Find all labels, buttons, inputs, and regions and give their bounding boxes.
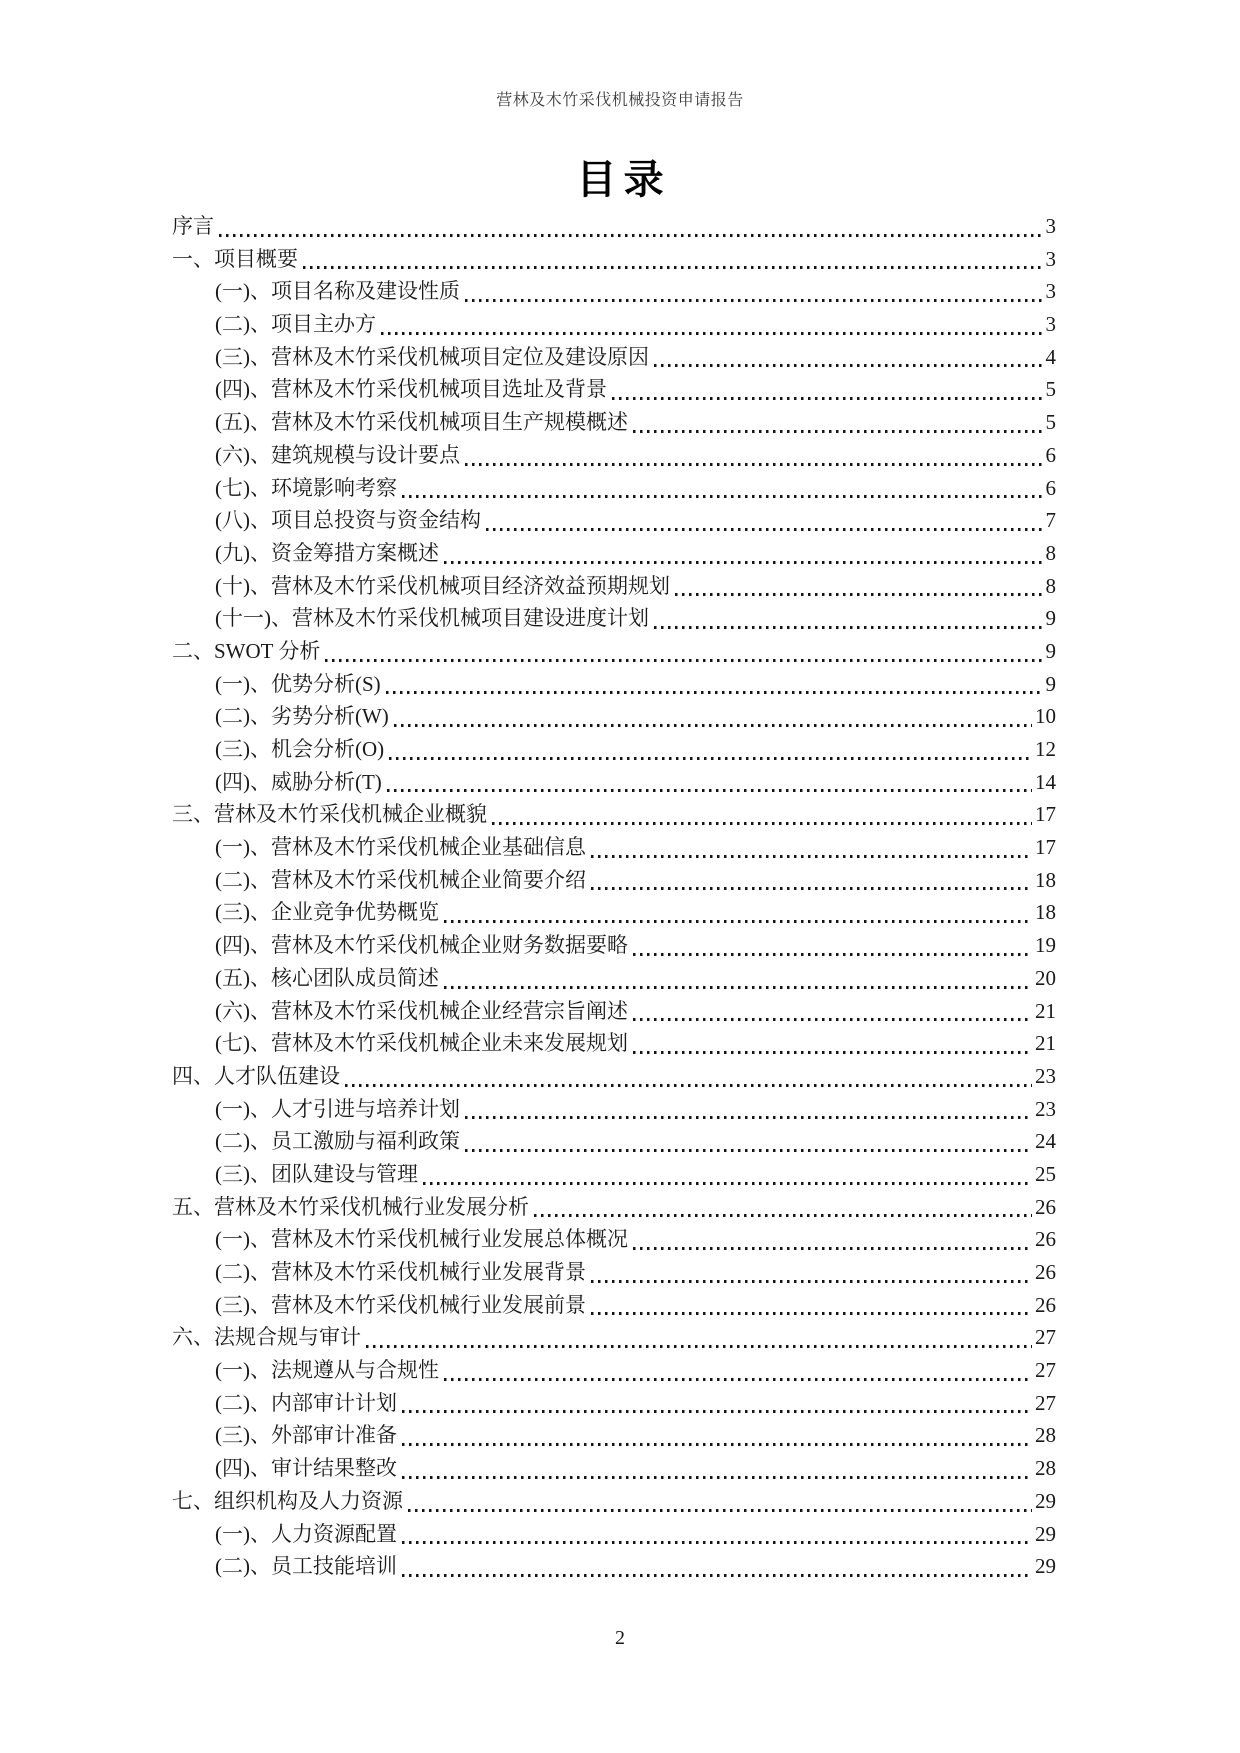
toc-dotted-leader bbox=[633, 953, 1032, 956]
toc-entry[interactable] bbox=[172, 570, 1056, 603]
toc-dotted-leader bbox=[465, 1149, 1032, 1152]
toc-entry[interactable] bbox=[172, 210, 1056, 243]
toc-entry[interactable] bbox=[172, 1387, 1056, 1420]
toc-dotted-leader bbox=[423, 1182, 1032, 1185]
toc-entry-page: 8 bbox=[1045, 573, 1056, 598]
footer-page-number: 2 bbox=[615, 1627, 625, 1649]
toc-dotted-leader bbox=[492, 822, 1032, 825]
toc-entry[interactable] bbox=[172, 896, 1056, 929]
toc-entry-label: (三)、外部审计准备 bbox=[215, 1423, 397, 1448]
toc-entry-label: (二)、员工技能培训 bbox=[215, 1554, 397, 1579]
toc-entry-label: 二、SWOT 分析 bbox=[172, 638, 321, 663]
toc-entry[interactable] bbox=[172, 1419, 1056, 1452]
toc-entry-label: (二)、劣势分析(W) bbox=[215, 704, 389, 729]
toc-dotted-leader bbox=[219, 234, 1043, 237]
toc-entry-page: 5 bbox=[1045, 377, 1056, 402]
toc-entry-page: 28 bbox=[1035, 1423, 1056, 1448]
toc-entry-label: (一)、营林及木竹采伐机械行业发展总体概况 bbox=[215, 1227, 628, 1252]
toc-entry-label: (三)、团队建设与管理 bbox=[215, 1161, 418, 1186]
toc-dotted-leader bbox=[612, 397, 1043, 400]
toc-entry-label: (三)、营林及木竹采伐机械行业发展前景 bbox=[215, 1292, 586, 1317]
toc-entry-label: (一)、优势分析(S) bbox=[215, 671, 381, 696]
toc-entry[interactable] bbox=[172, 341, 1056, 374]
toc-entry-label: 七、组织机构及人力资源 bbox=[172, 1488, 403, 1513]
toc-entry[interactable] bbox=[172, 766, 1056, 799]
toc-entry[interactable] bbox=[172, 439, 1056, 472]
toc-dotted-leader bbox=[591, 1280, 1032, 1283]
toc-entry[interactable] bbox=[172, 1550, 1056, 1583]
toc-dotted-leader bbox=[534, 1214, 1032, 1217]
toc-entry-page: 3 bbox=[1045, 246, 1056, 271]
toc-entry-label: 序言 bbox=[172, 214, 214, 238]
toc-dotted-leader bbox=[654, 626, 1043, 629]
toc-entry[interactable] bbox=[172, 275, 1056, 308]
toc-entry[interactable] bbox=[172, 864, 1056, 897]
toc-dotted-leader bbox=[303, 266, 1043, 269]
toc-dotted-leader bbox=[654, 364, 1043, 367]
toc-entry-label: (五)、核心团队成员简述 bbox=[215, 965, 439, 990]
toc-entry[interactable] bbox=[172, 1354, 1056, 1387]
toc-dotted-leader bbox=[444, 561, 1043, 564]
toc-dotted-leader bbox=[465, 463, 1043, 466]
toc-entry[interactable] bbox=[172, 668, 1056, 701]
toc-entry[interactable] bbox=[172, 1223, 1056, 1256]
toc-entry-page: 26 bbox=[1035, 1194, 1056, 1219]
toc-entry-label: (七)、营林及木竹采伐机械企业未来发展规划 bbox=[215, 1031, 628, 1056]
toc-dotted-leader bbox=[633, 1018, 1032, 1021]
toc-entry-label: (六)、营林及木竹采伐机械企业经营宗旨阐述 bbox=[215, 998, 628, 1023]
toc-entry-label: (一)、法规遵从与合规性 bbox=[215, 1358, 439, 1383]
toc-entry[interactable] bbox=[172, 1093, 1056, 1126]
toc-entry[interactable] bbox=[172, 929, 1056, 962]
toc-entry-page: 7 bbox=[1045, 508, 1056, 533]
toc-entry-label: (三)、机会分析(O) bbox=[215, 737, 385, 761]
toc-dotted-leader bbox=[591, 855, 1032, 858]
toc-entry-page: 29 bbox=[1035, 1554, 1056, 1579]
toc-entry-label: (二)、营林及木竹采伐机械行业发展背景 bbox=[215, 1260, 586, 1284]
toc-dotted-leader bbox=[633, 1247, 1032, 1250]
toc-entry-label: (十)、营林及木竹采伐机械项目经济效益预期规划 bbox=[215, 573, 670, 598]
toc-entry-label: (八)、项目总投资与资金结构 bbox=[215, 508, 481, 533]
toc-entry-page: 21 bbox=[1035, 1031, 1056, 1056]
toc-entry-page: 9 bbox=[1045, 638, 1056, 663]
toc-entry[interactable] bbox=[172, 962, 1056, 995]
toc-dotted-leader bbox=[345, 1084, 1032, 1087]
toc-entry-page: 19 bbox=[1035, 933, 1056, 958]
toc-entry-label: (二)、内部审计计划 bbox=[215, 1390, 397, 1415]
toc-entry[interactable] bbox=[172, 1191, 1056, 1224]
toc-entry[interactable] bbox=[172, 308, 1056, 341]
toc-entry[interactable] bbox=[172, 635, 1056, 668]
toc-dotted-leader bbox=[675, 593, 1043, 596]
toc-entry-label: (二)、项目主办方 bbox=[215, 312, 376, 337]
toc-entry-page: 9 bbox=[1045, 671, 1056, 696]
toc-entry-page: 26 bbox=[1035, 1227, 1056, 1252]
toc-dotted-leader bbox=[394, 724, 1032, 727]
toc-title: 目录 bbox=[576, 157, 671, 202]
toc-entry-label: 六、法规合规与审计 bbox=[172, 1325, 361, 1350]
toc-entry[interactable] bbox=[172, 537, 1056, 570]
toc-entry-page: 26 bbox=[1035, 1260, 1056, 1284]
toc-dotted-leader bbox=[486, 528, 1043, 531]
toc-entry-page: 26 bbox=[1035, 1292, 1056, 1317]
toc-entry-page: 18 bbox=[1035, 900, 1056, 925]
toc-entry-page: 29 bbox=[1035, 1521, 1056, 1546]
toc-entry[interactable] bbox=[172, 1125, 1056, 1158]
toc-dotted-leader bbox=[444, 920, 1032, 923]
toc-entry-page: 29 bbox=[1035, 1488, 1056, 1513]
toc-entry-page: 3 bbox=[1045, 279, 1056, 304]
toc-entry-label: 一、项目概要 bbox=[172, 246, 298, 271]
toc-entry[interactable] bbox=[172, 243, 1056, 276]
toc-entry-label: (三)、营林及木竹采伐机械项目定位及建设原因 bbox=[215, 344, 649, 369]
toc-entry[interactable] bbox=[172, 700, 1056, 733]
toc-entry-page: 23 bbox=[1035, 1096, 1056, 1121]
toc-entry-page: 27 bbox=[1035, 1325, 1056, 1350]
toc-entry-label: 三、营林及木竹采伐机械企业概貌 bbox=[172, 802, 487, 827]
toc-entry[interactable] bbox=[172, 1027, 1056, 1060]
toc-entry-page: 14 bbox=[1035, 769, 1056, 794]
toc-dotted-leader bbox=[591, 1312, 1032, 1315]
toc-entry-page: 5 bbox=[1045, 410, 1056, 435]
toc-entry-page: 25 bbox=[1035, 1161, 1056, 1186]
toc-entry-page: 28 bbox=[1035, 1456, 1056, 1481]
toc-dotted-leader bbox=[444, 1378, 1032, 1381]
toc-entry[interactable] bbox=[172, 504, 1056, 537]
toc-entry[interactable] bbox=[172, 831, 1056, 864]
toc-dotted-leader bbox=[389, 757, 1032, 760]
toc-dotted-leader bbox=[381, 332, 1043, 335]
toc-entry-page: 10 bbox=[1035, 704, 1056, 729]
toc-dotted-leader bbox=[402, 1410, 1032, 1413]
toc-entry-label: (十一)、营林及木竹采伐机械项目建设进度计划 bbox=[215, 606, 649, 631]
toc-entry-page: 4 bbox=[1045, 344, 1056, 369]
toc-entry[interactable] bbox=[172, 1452, 1056, 1485]
toc-dotted-leader bbox=[465, 1116, 1032, 1119]
toc-dotted-leader bbox=[408, 1509, 1032, 1512]
toc-entry[interactable] bbox=[172, 1060, 1056, 1093]
document-header-title: 营林及木竹采伐机械投资申请报告 bbox=[496, 92, 744, 109]
toc-entry-page: 21 bbox=[1035, 998, 1056, 1023]
toc-dotted-leader bbox=[387, 789, 1032, 792]
toc-dotted-leader bbox=[366, 1345, 1032, 1348]
toc-entry-page: 6 bbox=[1045, 475, 1056, 500]
toc-entry-page: 27 bbox=[1035, 1358, 1056, 1383]
toc-dotted-leader bbox=[325, 659, 1042, 662]
toc-entry-page: 17 bbox=[1035, 835, 1056, 860]
toc-entry-page: 6 bbox=[1045, 442, 1056, 467]
toc-entry[interactable] bbox=[172, 798, 1056, 831]
toc-entry-label: (二)、员工激励与福利政策 bbox=[215, 1129, 460, 1154]
toc-entry-label: 五、营林及木竹采伐机械行业发展分析 bbox=[172, 1194, 529, 1219]
toc-entry-page: 27 bbox=[1035, 1390, 1056, 1415]
toc-dotted-leader bbox=[591, 887, 1032, 890]
toc-entry[interactable] bbox=[172, 1518, 1056, 1551]
toc-dotted-leader bbox=[386, 691, 1043, 694]
toc-entry-label: (四)、营林及木竹采伐机械企业财务数据要略 bbox=[215, 933, 628, 958]
toc-entry[interactable] bbox=[172, 1289, 1056, 1322]
toc-dotted-leader bbox=[402, 1574, 1032, 1577]
toc-dotted-leader bbox=[444, 986, 1032, 989]
toc-entry-label: (九)、资金筹措方案概述 bbox=[215, 540, 439, 565]
toc-dotted-leader bbox=[465, 299, 1043, 302]
toc-entry-page: 9 bbox=[1045, 606, 1056, 631]
toc-entry-page: 24 bbox=[1035, 1129, 1056, 1154]
toc-entry-page: 17 bbox=[1035, 802, 1056, 827]
toc-entry-page: 23 bbox=[1035, 1063, 1056, 1088]
toc-entry-page: 8 bbox=[1045, 540, 1056, 565]
toc-entry-label: (五)、营林及木竹采伐机械项目生产规模概述 bbox=[215, 410, 628, 435]
toc-entry-label: (三)、企业竞争优势概览 bbox=[215, 900, 439, 925]
toc-entry-label: 四、人才队伍建设 bbox=[172, 1063, 340, 1088]
toc-entry-label: (一)、营林及木竹采伐机械企业基础信息 bbox=[215, 835, 586, 860]
toc-entry[interactable] bbox=[172, 733, 1056, 766]
toc-dotted-leader bbox=[402, 1443, 1032, 1446]
toc-dotted-leader bbox=[402, 1476, 1032, 1479]
toc-entry-label: (四)、营林及木竹采伐机械项目选址及背景 bbox=[215, 377, 607, 402]
toc-entry-page: 18 bbox=[1035, 867, 1056, 892]
toc-entry[interactable] bbox=[172, 602, 1056, 635]
toc-entry-label: (七)、环境影响考察 bbox=[215, 475, 397, 500]
toc-entry-label: (一)、项目名称及建设性质 bbox=[215, 279, 460, 304]
toc-entry[interactable] bbox=[172, 1485, 1056, 1518]
toc-entry[interactable] bbox=[172, 406, 1056, 439]
toc-entry[interactable] bbox=[172, 995, 1056, 1028]
toc-dotted-leader bbox=[633, 430, 1043, 433]
toc-entry[interactable] bbox=[172, 1158, 1056, 1191]
toc-entry-page: 20 bbox=[1035, 965, 1056, 990]
toc-entry-page: 12 bbox=[1035, 737, 1056, 761]
toc-list bbox=[172, 210, 1056, 1583]
toc-entry-label: (二)、营林及木竹采伐机械企业简要介绍 bbox=[215, 867, 586, 892]
toc-entry-page: 3 bbox=[1045, 312, 1056, 337]
toc-entry-label: (六)、建筑规模与设计要点 bbox=[215, 442, 460, 467]
toc-entry[interactable] bbox=[172, 373, 1056, 406]
toc-dotted-leader bbox=[402, 1541, 1032, 1544]
toc-entry[interactable] bbox=[172, 472, 1056, 505]
toc-entry-label: (一)、人力资源配置 bbox=[215, 1521, 397, 1546]
toc-dotted-leader bbox=[633, 1051, 1032, 1054]
toc-entry-page: 3 bbox=[1045, 214, 1056, 238]
toc-entry-label: (一)、人才引进与培养计划 bbox=[215, 1096, 460, 1121]
toc-dotted-leader bbox=[402, 495, 1043, 498]
toc-entry-label: (四)、威胁分析(T) bbox=[215, 769, 382, 794]
toc-entry-label: (四)、审计结果整改 bbox=[215, 1456, 397, 1481]
toc-entry[interactable] bbox=[172, 1321, 1056, 1354]
toc-entry[interactable] bbox=[172, 1256, 1056, 1289]
